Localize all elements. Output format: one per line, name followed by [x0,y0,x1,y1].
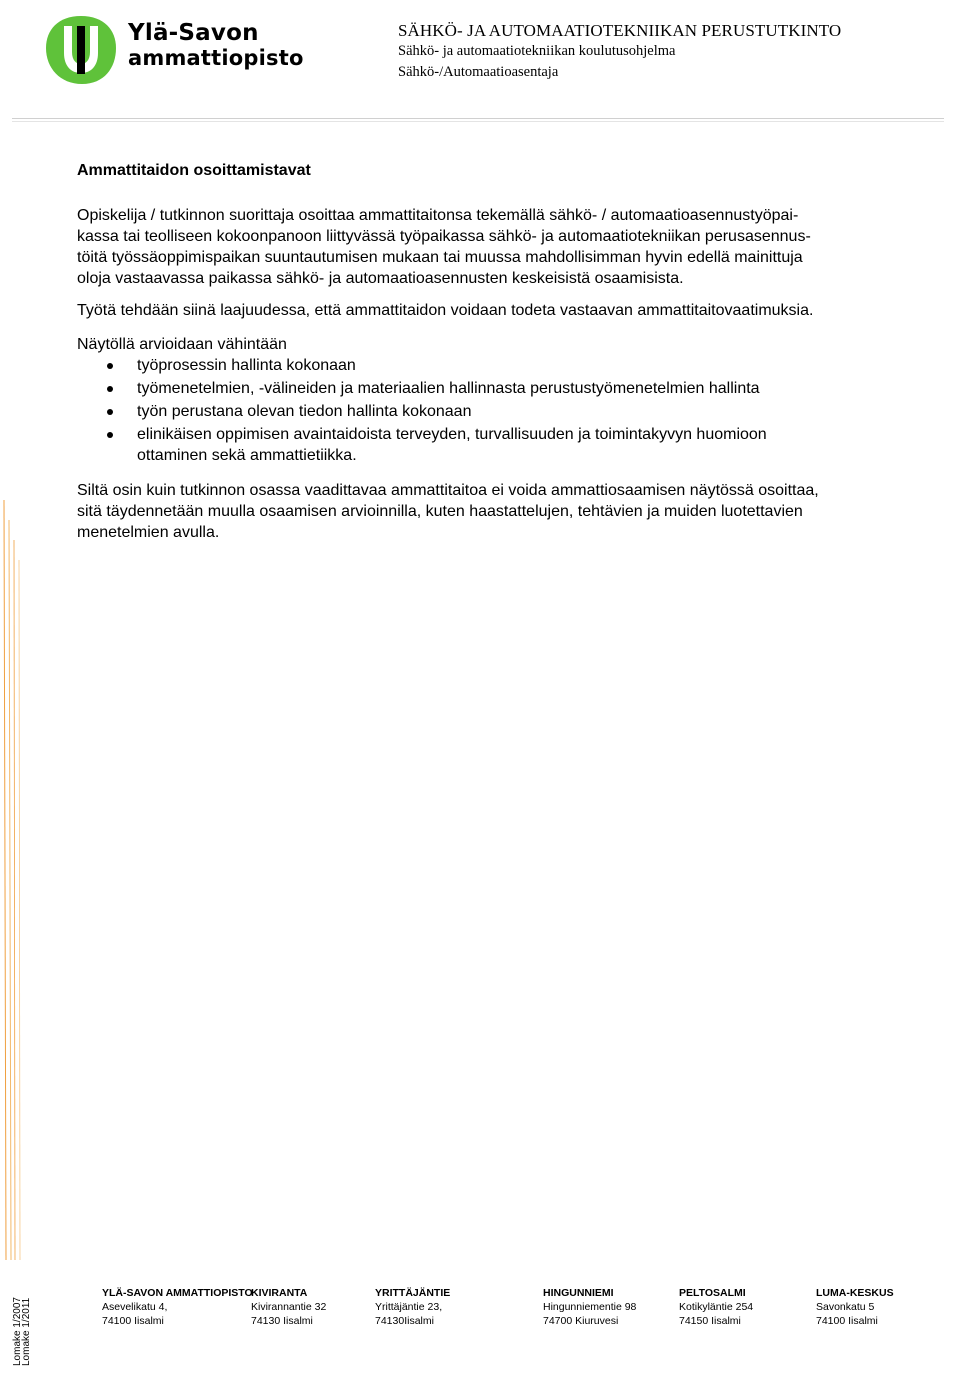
footer-address-line: 74100 Iisalmi [102,1315,164,1327]
footer-address-line: Savonkatu 5 [816,1301,875,1313]
footer-address-line: Hingunniementie 98 [543,1301,637,1313]
paragraph-line: Opiskelija / tutkinnon suorittaja osoittaa ammattitaitonsa tekemällä sähkö- / automaatioasennustyöpai- [77,207,799,224]
footer-address-line: 74100 Iisalmi [816,1315,878,1327]
footer-address-line: Yrittäjäntie 23, [375,1301,443,1313]
paragraph-line: töitä työssäoppimispaikan suuntautumisen mukaan tai muussa mahdollisimman hyvin edellä mainittuja [77,249,803,266]
paragraph-scope: Työtä tehdään siinä laajuudessa, että ammattitaidon voidaan todeta vastaavan ammattitaitovaatimuksia. [77,302,814,319]
footer-column-head: KIVIRANTA [251,1287,308,1299]
logo-line-1: Ylä-Savon [128,20,259,46]
footer-address-line: 74130Iisalmi [375,1315,434,1327]
list-item-line: elinikäisen oppimisen avaintaidoista terveyden, turvallisuuden ja toimintakyvyn huomioon [137,426,767,443]
decorative-lines [0,500,40,1260]
list-item [77,424,943,466]
footer-address-line: Kivirannantie 32 [251,1301,327,1313]
footer-column [375,1286,450,1328]
school-logo [42,12,302,92]
paragraph-demonstration [77,205,943,289]
header-divider-2 [12,121,944,122]
form-id [12,1290,42,1370]
footer-address-line: 74700 Kiuruvesi [543,1315,619,1327]
main-content [77,160,943,554]
footer-column [679,1286,753,1328]
logo-mark-icon [42,12,120,88]
assessment-list [77,355,943,466]
program-name: Sähkö- ja automaatiotekniikan koulutusohjelma [398,43,676,59]
paragraph-supplement [77,480,943,543]
footer-address-line: 74130 Iisalmi [251,1315,313,1327]
list-intro: Näytöllä arvioidaan vähintään [77,336,287,353]
form-id-a: Lomake 1/2007 [12,1297,23,1366]
section-title: Ammattitaidon osoittamistavat [77,162,311,179]
list-item: työmenetelmien, -välineiden ja materiaalien hallinnasta perustustyömenetelmien hallinta [77,378,943,399]
form-id-b: Lomake 1/2011 [21,1297,32,1366]
paragraph-line: sitä täydennetään muulla osaamisen arvioinnilla, kuten haastattelujen, tehtävien ja muiden luotettavien [77,503,803,520]
footer-column-head: LUMA-KESKUS [816,1287,894,1299]
paragraph-line: Siltä osin kuin tutkinnon osassa vaadittavaa ammattitaitoa ei voida ammattiosaamisen näytössä osoittaa, [77,482,819,499]
footer-column-head: PELTOSALMI [679,1287,746,1299]
degree-title: SÄHKÖ- JA AUTOMAATIOTEKNIIKAN PERUSTUTKINTO [398,21,842,40]
footer-column [543,1286,636,1328]
header-divider [12,118,944,119]
specialization-name: Sähkö-/Automaatioasentaja [398,64,559,80]
paragraph-line: oloja vastaavassa paikassa sähkö- ja automaatioasennusten keskeisistä osaamisista. [77,270,684,287]
footer-column [816,1286,894,1328]
logo-line-2: ammattiopisto [128,46,304,70]
footer-column-head: YRITTÄJÄNTIE [375,1287,451,1299]
list-item: työn perustana olevan tiedon hallinta kokonaan [77,401,943,422]
paragraph-line: menetelmien avulla. [77,524,220,541]
footer-column-head: YLÄ-SAVON AMMATTIOPISTO [102,1287,253,1299]
footer-column [251,1286,326,1328]
footer-address-line: 74150 Iisalmi [679,1315,741,1327]
paragraph-line: kassa tai teolliseen kokoonpanoon liittyvässä työpaikassa sähkö- ja automaatiotekniikan perusasennus- [77,228,811,245]
footer-address-line: Asevelikatu 4, [102,1301,168,1313]
document-header [398,20,841,83]
footer-address-line: Kotikyläntie 254 [679,1301,754,1313]
footer-column-head: HINGUNNIEMI [543,1287,614,1299]
list-item: työprosessin hallinta kokonaan [77,355,943,376]
footer-column [102,1286,253,1328]
list-item-line: ottaminen sekä ammattietiikka. [137,447,357,464]
